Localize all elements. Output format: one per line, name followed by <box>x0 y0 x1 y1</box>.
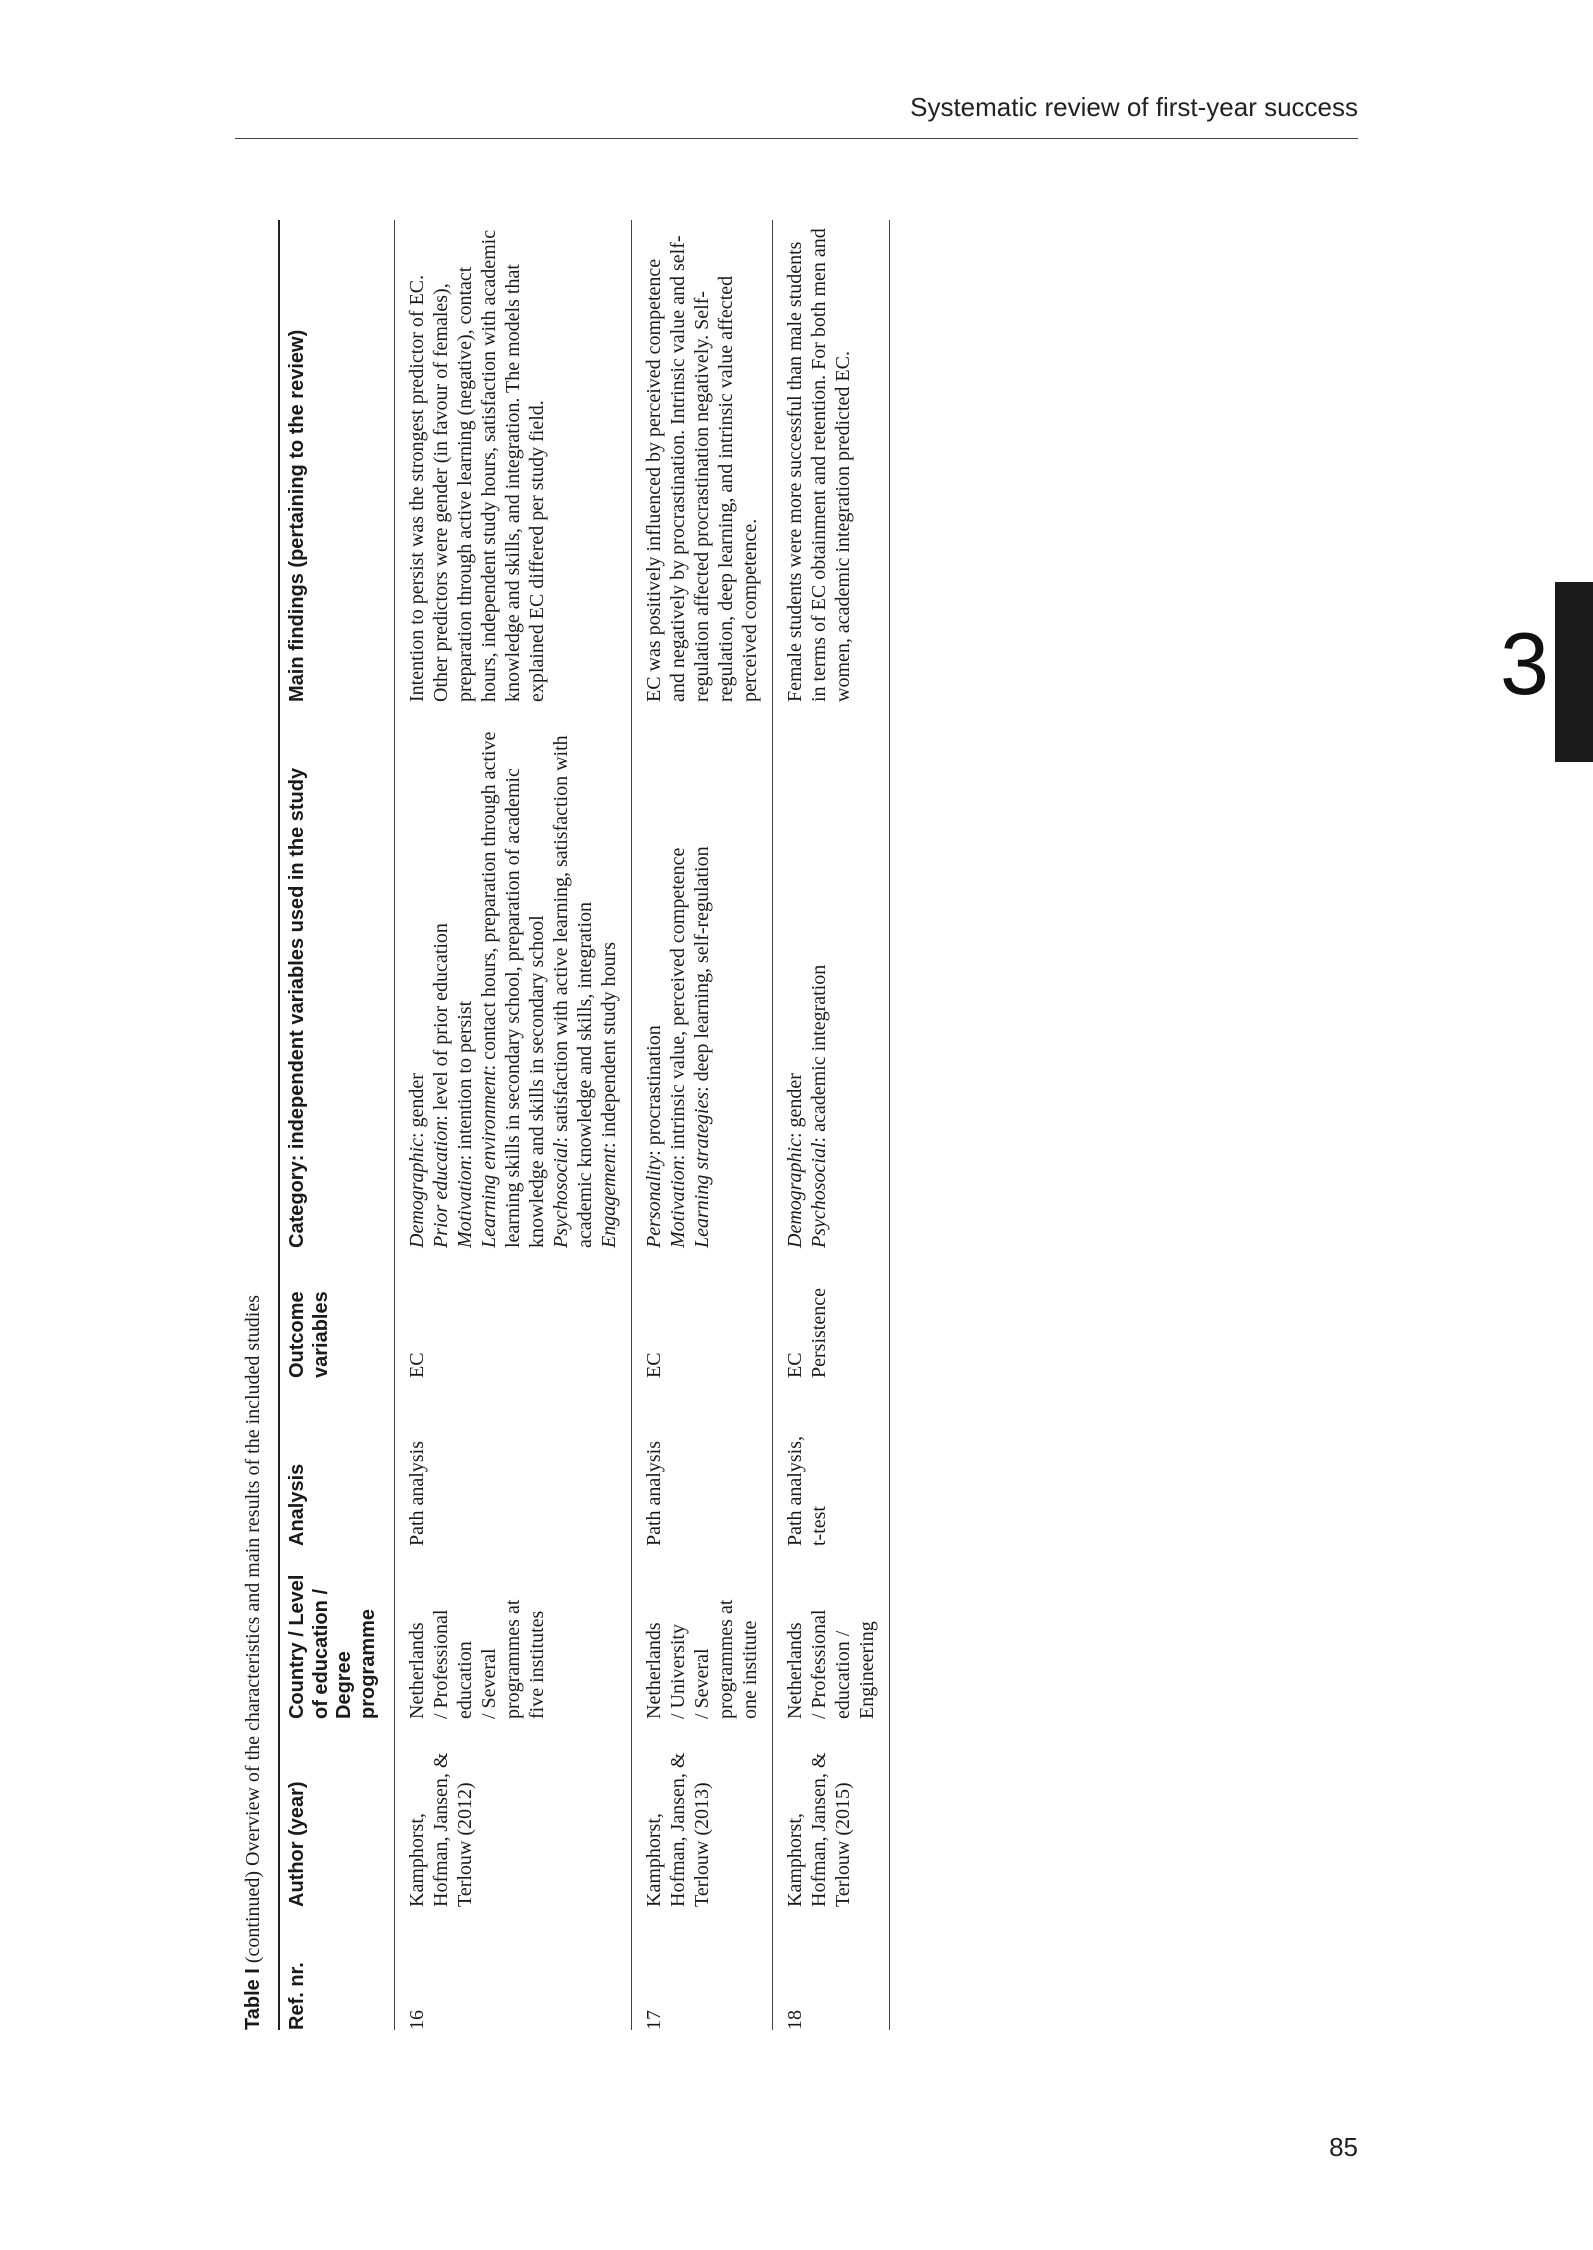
table-row <box>632 220 773 2030</box>
variable-category: Learning environment <box>478 1070 501 1248</box>
variable-category: Learning strategies <box>691 1091 714 1248</box>
col-findings: Main findings (pertaining to the review) <box>279 220 395 702</box>
variable-category: Personality <box>643 1155 666 1248</box>
page-number: 85 <box>1329 2132 1358 2162</box>
cell-country: Netherlands / University / Several programmes at one institute <box>632 1546 773 1719</box>
variable-line <box>597 710 621 1248</box>
variable-text: : satisfaction with active learning, satisfaction with academic knowledge and skills, integration <box>550 735 597 1248</box>
variable-line <box>477 710 549 1248</box>
table-caption <box>240 220 266 2030</box>
cell-findings: Intention to persist was the strongest predictor of EC. Other predictors were gender (in favour of females), preparation through active learning (negative), contact hours, independent study hours, satisfaction with academic knowledge and skills, and integration. The models that explained EC differed per study field. <box>395 220 632 702</box>
variable-line <box>690 710 714 1248</box>
cell-variables <box>632 702 773 1248</box>
cell-analysis: Path analysis <box>395 1378 632 1546</box>
variable-category: Demographic <box>406 1138 429 1248</box>
variable-category: Engagement <box>598 1148 621 1248</box>
rotated-table-block <box>240 220 1305 2030</box>
variable-line <box>405 710 429 1248</box>
variable-line <box>666 710 690 1248</box>
variable-category: Psychosocial <box>808 1142 831 1248</box>
cell-country: Netherlands / Professional education / Engineering <box>773 1546 890 1719</box>
cell-outcome: EC <box>395 1248 632 1378</box>
table-row <box>395 220 632 2030</box>
col-country: Country / Level of education / Degree programme <box>279 1546 395 1719</box>
cell-analysis: Path analysis <box>632 1378 773 1546</box>
cell-findings: EC was positively influenced by perceived competence and negatively by procrastination. Intrinsic value and self-regulation affected procrastination negatively. Self-regulation, deep learning, and intrinsic value affected perceived competence. <box>632 220 773 702</box>
variable-category: Demographic <box>784 1138 807 1248</box>
cell-author: Kamphorst, Hofman, Jansen, & Terlouw (2015) <box>773 1719 890 1907</box>
table-caption-label: Table I <box>242 1968 264 2030</box>
variable-line <box>429 710 453 1248</box>
variable-text: : gender <box>406 1073 429 1139</box>
variable-text: : intrinsic value, perceived competence <box>667 847 690 1161</box>
variable-text: : level of prior education <box>430 923 453 1121</box>
cell-outcome: EC <box>632 1248 773 1378</box>
variable-text: : procrastination <box>643 1025 666 1156</box>
variable-category: Prior education <box>430 1120 453 1248</box>
variable-text: : deep learning, self-regulation <box>691 846 714 1092</box>
cell-author: Kamphorst, Hofman, Jansen, & Terlouw (2013) <box>632 1719 773 1907</box>
variable-line <box>783 710 807 1248</box>
cell-outcome: EC Persistence <box>773 1248 890 1378</box>
variable-category: Motivation <box>667 1160 690 1248</box>
header-rule <box>235 138 1358 139</box>
results-table <box>278 220 890 2030</box>
cell-findings: Female students were more successful than male students in terms of EC obtainment and retention. For both men and women, academic integration predicted EC. <box>773 220 890 702</box>
table-header-row <box>279 220 395 2030</box>
variable-text: : contact hours, preparation through active learning skills in secondary school, preparation of academic knowledge and skills in secondary school <box>478 731 549 1248</box>
cell-ref: 16 <box>395 1907 632 2030</box>
chapter-number: 3 <box>1500 614 1549 713</box>
cell-variables <box>395 702 632 1248</box>
col-variables: Category: independent variables used in the study <box>279 702 395 1248</box>
running-head: Systematic review of first-year success <box>910 92 1358 122</box>
variable-text: : academic integration <box>808 964 831 1143</box>
cell-author: Kamphorst, Hofman, Jansen, & Terlouw (2012) <box>395 1719 632 1907</box>
variable-line <box>453 710 477 1248</box>
variable-category: Motivation <box>454 1160 477 1248</box>
col-ref: Ref. nr. <box>279 1907 395 2030</box>
col-author: Author (year) <box>279 1719 395 1907</box>
cell-country: Netherlands / Professional education / Several programmes at five institutes <box>395 1546 632 1719</box>
cell-ref: 18 <box>773 1907 890 2030</box>
cell-variables <box>773 702 890 1248</box>
variable-text: : independent study hours <box>598 941 621 1149</box>
table-caption-text: (continued) Overview of the characteristics and main results of the included studies <box>242 1295 264 1969</box>
variable-text: : intention to persist <box>454 1000 477 1161</box>
table-row <box>773 220 890 2030</box>
chapter-tab <box>1555 582 1593 762</box>
variable-category: Psychosocial <box>550 1142 573 1248</box>
variable-text: : gender <box>784 1073 807 1139</box>
cell-analysis: Path analysis, t-test <box>773 1378 890 1546</box>
col-analysis: Analysis <box>279 1378 395 1546</box>
variable-line <box>642 710 666 1248</box>
cell-ref: 17 <box>632 1907 773 2030</box>
col-outcome: Outcome variables <box>279 1248 395 1378</box>
variable-line <box>549 710 597 1248</box>
variable-line <box>807 710 831 1248</box>
